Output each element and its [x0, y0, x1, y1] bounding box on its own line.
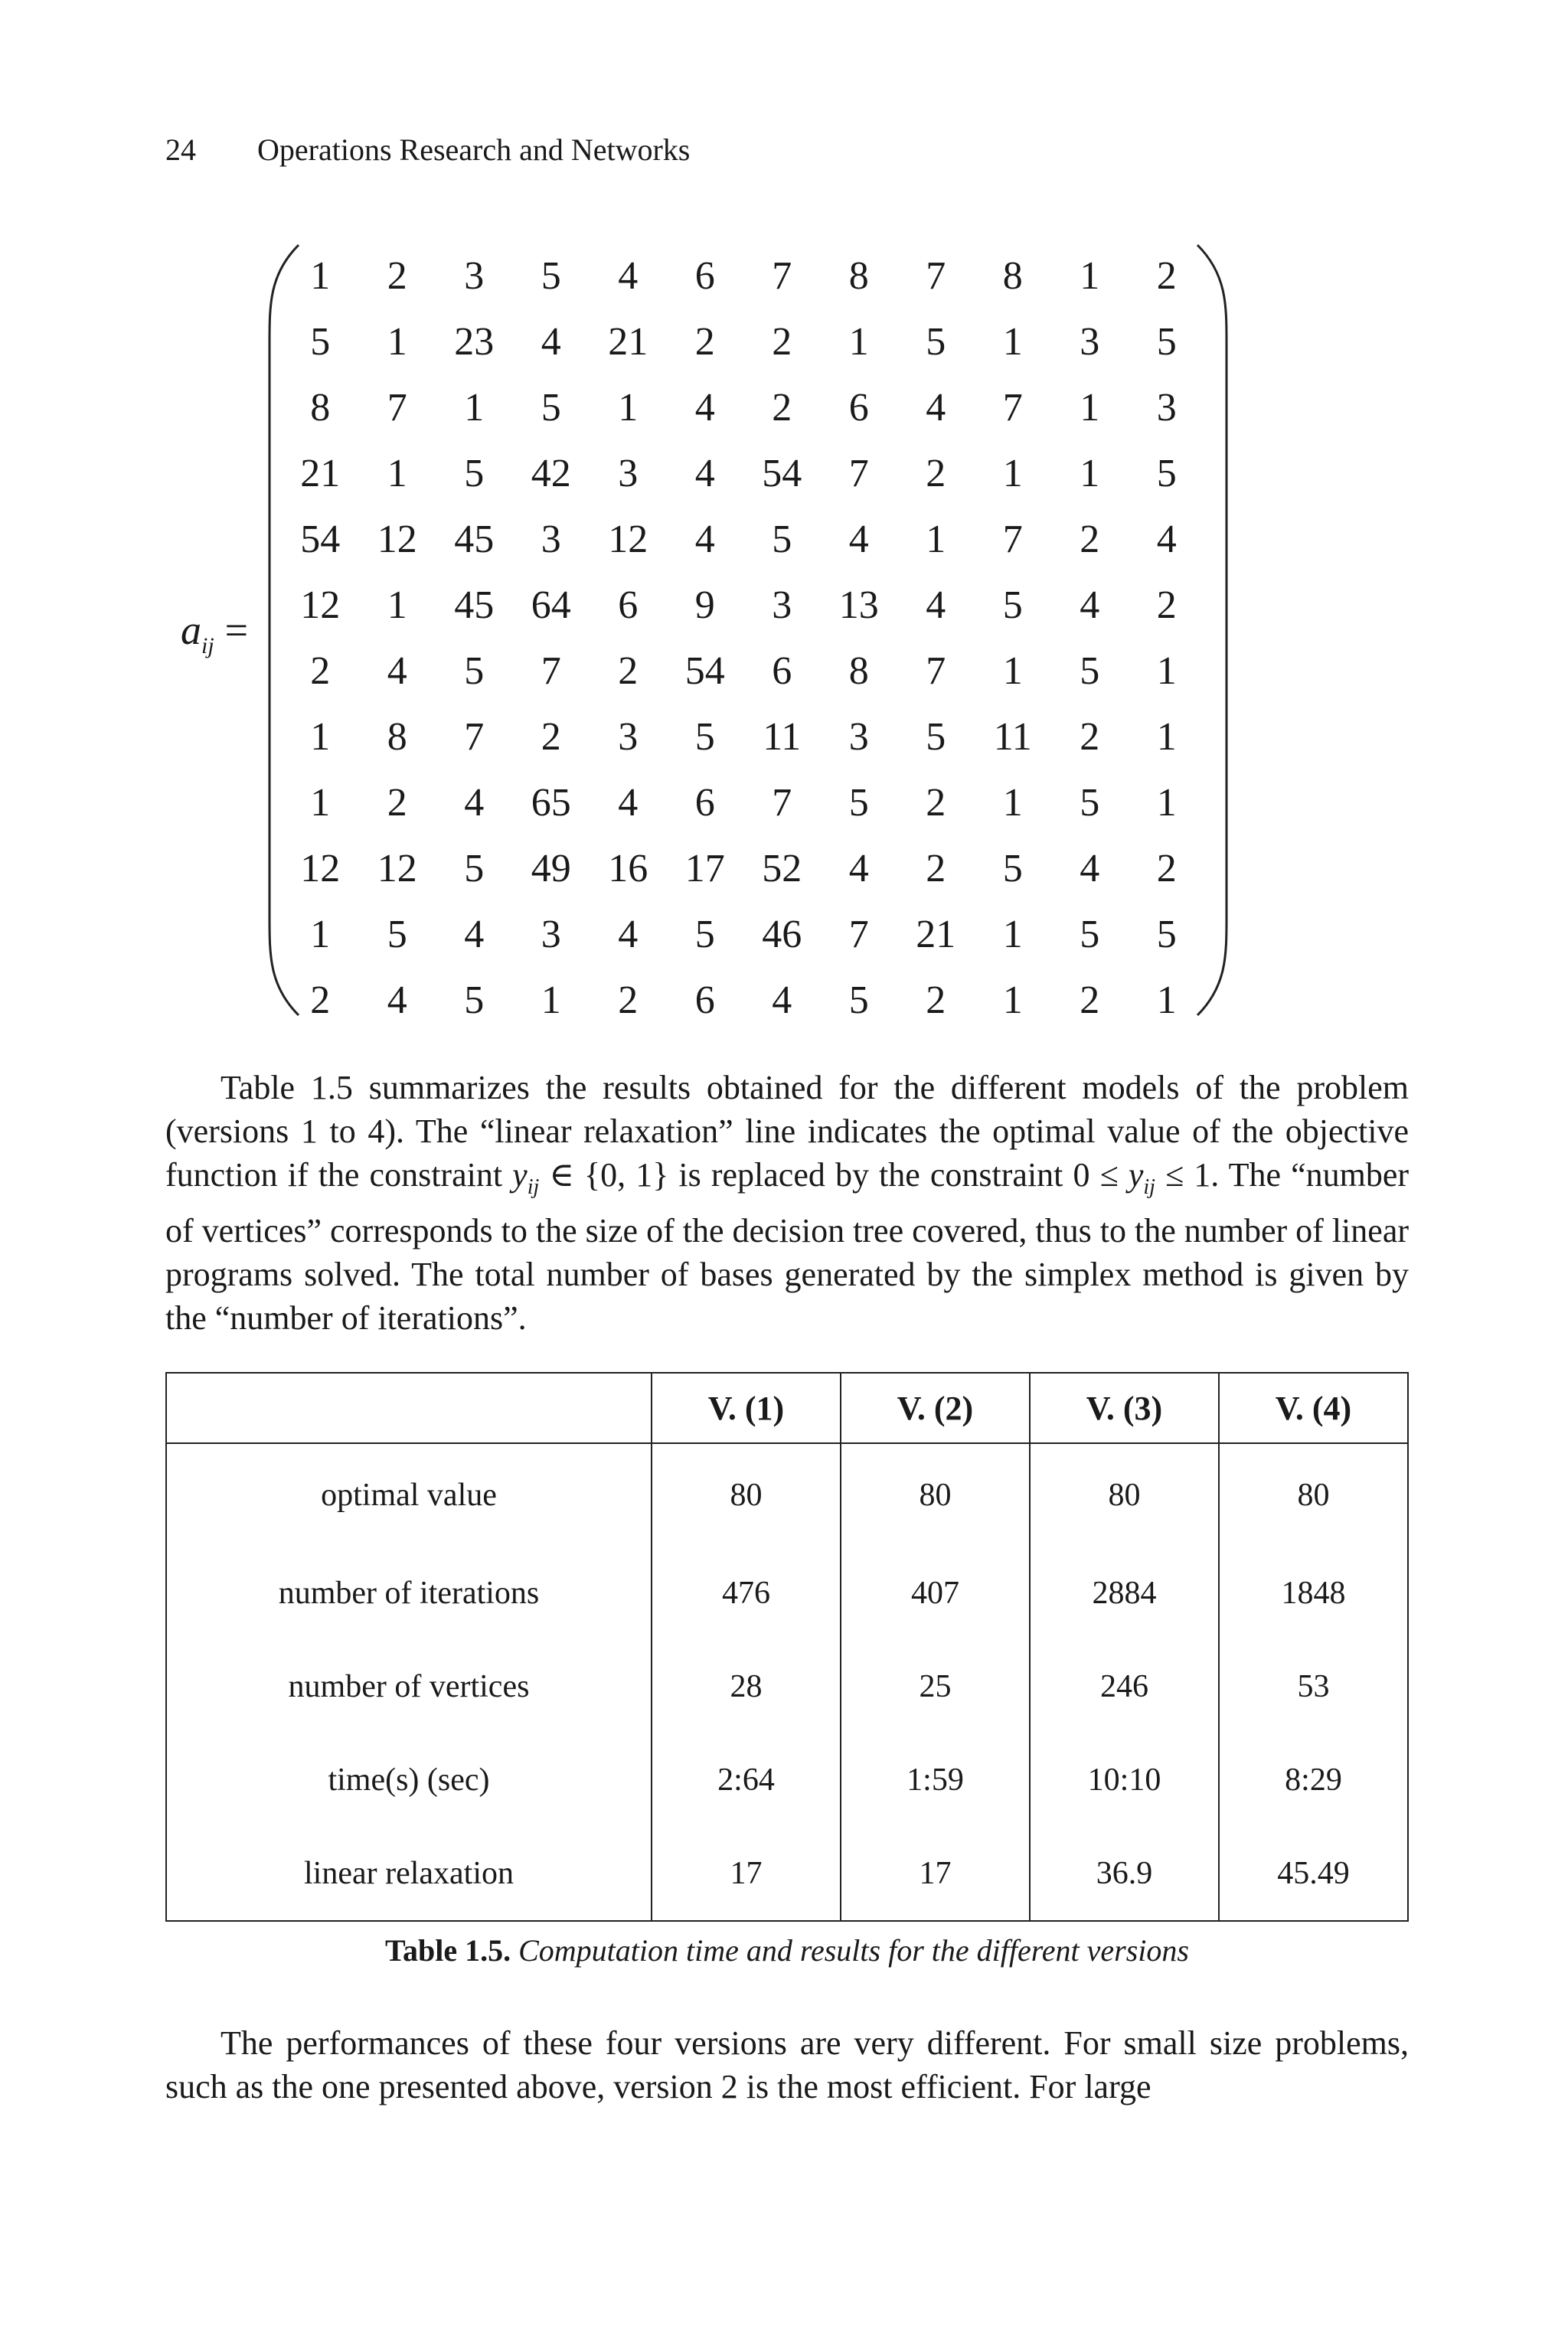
matrix-row — [282, 968, 1205, 1034]
table-cell: 28 — [652, 1640, 841, 1733]
table-cell: 45.49 — [1219, 1827, 1408, 1921]
matrix-cell: 5 — [848, 978, 869, 1022]
matrix-cell: 3 — [541, 518, 561, 561]
table-header-row — [166, 1373, 1408, 1443]
matrix-cell: 2 — [926, 847, 946, 890]
table-row — [166, 1733, 1408, 1827]
matrix-cell: 1 — [310, 781, 331, 825]
matrix-row — [282, 836, 1205, 902]
matrix-cell: 1 — [848, 320, 869, 364]
matrix-cell: 7 — [1002, 386, 1023, 430]
matrix-cell: 7 — [541, 649, 561, 693]
matrix-row — [282, 704, 1205, 770]
matrix-cell: 4 — [541, 320, 561, 364]
row-label: optimal value — [166, 1443, 652, 1547]
matrix-cell: 4 — [1156, 518, 1177, 561]
matrix-cell: 4 — [848, 518, 869, 561]
matrix-cell: 5 — [694, 913, 715, 956]
table-cell: 10:10 — [1030, 1733, 1219, 1827]
matrix-row — [282, 507, 1205, 573]
matrix-cell: 1 — [1002, 781, 1023, 825]
matrix-row — [282, 441, 1205, 507]
matrix-cell: 21 — [608, 320, 648, 364]
matrix-cell: 4 — [772, 978, 792, 1022]
matrix-cell: 3 — [618, 715, 639, 759]
matrix-cell: 1 — [1002, 913, 1023, 956]
paragraph-results-summary: Table 1.5 summarizes the results obtained for the different models of the problem (versions 1 to 4). The “linear relaxation” line indicates the optimal value of the objective function if the constraint $y_{ij}$ ∈ {0, 1} is replaced by the constraint $0 \le y_{ij} \le 1$. The “number of vertices” corresponds to the size of the decision tree covered, thus to the number of linear programs solved. The total number of bases generated by the simplex method is given by the “number of iterations”. — [165, 1069, 1410, 1337]
results-table — [165, 1372, 1409, 1922]
table-cell: 17 — [841, 1827, 1030, 1921]
matrix-cell: 4 — [618, 913, 639, 956]
matrix-cell: 11 — [993, 715, 1032, 759]
matrix-cell: 5 — [387, 913, 407, 956]
matrix-cell: 2 — [1156, 583, 1177, 627]
matrix-cell: 7 — [926, 649, 946, 693]
matrix-cell: 2 — [310, 649, 331, 693]
matrix-cell: 13 — [838, 583, 879, 627]
matrix-cell: 5 — [464, 847, 485, 890]
table-row — [166, 1827, 1408, 1921]
matrix-cell: 3 — [848, 715, 869, 759]
matrix-cell: 23 — [454, 320, 495, 364]
matrix-cell: 54 — [762, 452, 802, 495]
matrix-cell: 12 — [300, 847, 341, 890]
matrix-cell: 2 — [772, 320, 792, 364]
matrix-cell: 54 — [300, 518, 341, 561]
matrix-cell: 2 — [694, 320, 715, 364]
matrix-cell: 1 — [1080, 386, 1100, 430]
matrix-cell: 1 — [1002, 978, 1023, 1022]
matrix-cell: 4 — [464, 913, 485, 956]
matrix-row — [282, 375, 1205, 441]
matrix-cell: 5 — [464, 452, 485, 495]
header-cell-v2: V. (2) — [841, 1373, 1030, 1443]
matrix-cell: 5 — [464, 978, 485, 1022]
matrix-cell: 1 — [1156, 715, 1177, 759]
matrix-cell: 4 — [926, 583, 946, 627]
matrix-cell: 8 — [1002, 254, 1023, 298]
matrix-cell: 11 — [763, 715, 802, 759]
table-row — [166, 1443, 1408, 1547]
matrix-cell: 7 — [387, 386, 407, 430]
matrix-cell: 2 — [618, 978, 639, 1022]
matrix-cell: 5 — [772, 518, 792, 561]
matrix-cell: 6 — [848, 386, 869, 430]
paragraph-performance: The performances of these four versions are very different. For small size problems, such as the one presented above, version 2 is the most efficient. For large — [165, 2024, 1409, 2105]
matrix-cell: 4 — [618, 781, 639, 825]
matrix-cell: 4 — [694, 452, 715, 495]
matrix-cell: 2 — [541, 715, 561, 759]
book-title: Operations Research and Networks — [257, 132, 691, 167]
matrix-cell: 1 — [1156, 649, 1177, 693]
matrix-label — [181, 606, 248, 659]
matrix-cell: 7 — [848, 452, 869, 495]
matrix-cell: 3 — [1080, 320, 1100, 364]
matrix-cell: 1 — [387, 452, 407, 495]
matrix-cell: 1 — [618, 386, 639, 430]
matrix-cell: 2 — [1080, 518, 1100, 561]
table-cell: 2:64 — [652, 1733, 841, 1827]
matrix-cell: 4 — [694, 386, 715, 430]
matrix-cell: 4 — [618, 254, 639, 298]
matrix-cell: 5 — [1156, 913, 1177, 956]
matrix-cell: 1 — [387, 320, 407, 364]
matrix-cell: 5 — [926, 715, 946, 759]
table-cell: 17 — [652, 1827, 841, 1921]
caption-text: Computation time and results for the different versions — [518, 1933, 1189, 1968]
matrix-cell: 6 — [618, 583, 639, 627]
matrix-cell: 5 — [848, 781, 869, 825]
matrix-cell: 4 — [1080, 583, 1100, 627]
matrix-cell: 12 — [300, 583, 341, 627]
matrix-cell: 1 — [464, 386, 485, 430]
table-cell: 1848 — [1219, 1547, 1408, 1640]
matrix-cell: 2 — [1156, 847, 1177, 890]
matrix-cell: 6 — [772, 649, 792, 693]
matrix-cell: 2 — [772, 386, 792, 430]
matrix-row — [282, 639, 1205, 704]
table-cell: 476 — [652, 1547, 841, 1640]
matrix-subscript: ij — [201, 632, 214, 658]
matrix-cell: 3 — [464, 254, 485, 298]
matrix-cell: 2 — [926, 781, 946, 825]
coefficient-matrix — [282, 243, 1205, 1034]
matrix-cell: 12 — [608, 518, 648, 561]
matrix-cell: 1 — [1002, 320, 1023, 364]
matrix-cell: 2 — [926, 452, 946, 495]
table-cell: 53 — [1219, 1640, 1408, 1733]
matrix-cell: 54 — [684, 649, 725, 693]
page-number: 24 — [165, 132, 196, 167]
matrix-cell: 8 — [848, 649, 869, 693]
matrix-cell: 2 — [1080, 715, 1100, 759]
matrix-cell: 2 — [1080, 978, 1100, 1022]
row-label: number of iterations — [166, 1547, 652, 1640]
matrix-cell: 5 — [1080, 781, 1100, 825]
matrix-row — [282, 573, 1205, 639]
matrix-cell: 21 — [300, 452, 341, 495]
matrix-cell: 4 — [387, 978, 407, 1022]
matrix-cell: 7 — [926, 254, 946, 298]
table-cell: 80 — [1030, 1443, 1219, 1547]
table-cell: 1:59 — [841, 1733, 1030, 1827]
matrix-row — [282, 770, 1205, 836]
equals-sign: = — [224, 607, 249, 653]
matrix-cell: 8 — [310, 386, 331, 430]
matrix-cell: 42 — [531, 452, 571, 495]
table-row — [166, 1547, 1408, 1640]
table-cell: 8:29 — [1219, 1733, 1408, 1827]
variable-y: y — [1128, 1156, 1144, 1194]
matrix-cell: 7 — [1002, 518, 1023, 561]
matrix-cell: 1 — [1002, 649, 1023, 693]
matrix-cell: 12 — [377, 847, 417, 890]
matrix-cell: 4 — [1080, 847, 1100, 890]
matrix-cell: 3 — [618, 452, 639, 495]
matrix-cell: 7 — [772, 781, 792, 825]
matrix-cell: 3 — [772, 583, 792, 627]
table-cell: 407 — [841, 1547, 1030, 1640]
row-label: time(s) (sec) — [166, 1733, 652, 1827]
matrix-cell: 5 — [1002, 583, 1023, 627]
matrix-cell: 4 — [848, 847, 869, 890]
table-cell: 80 — [652, 1443, 841, 1547]
matrix-cell: 6 — [694, 781, 715, 825]
matrix-cell: 5 — [310, 320, 331, 364]
header-cell-empty — [166, 1373, 652, 1443]
matrix-cell: 1 — [541, 978, 561, 1022]
matrix-cell: 2 — [618, 649, 639, 693]
matrix-cell: 12 — [377, 518, 417, 561]
matrix-cell: 5 — [1156, 320, 1177, 364]
matrix-cell: 1 — [387, 583, 407, 627]
variable-y: y — [512, 1156, 528, 1194]
matrix-cell: 6 — [694, 254, 715, 298]
matrix-cell: 5 — [1080, 649, 1100, 693]
matrix-cell: 5 — [464, 649, 485, 693]
table-cell: 80 — [1219, 1443, 1408, 1547]
matrix-cell: 1 — [1156, 978, 1177, 1022]
matrix-cell: 7 — [464, 715, 485, 759]
matrix-cell: 4 — [464, 781, 485, 825]
matrix-cell: 2 — [310, 978, 331, 1022]
matrix-cell: 9 — [694, 583, 715, 627]
table-caption — [165, 1932, 1409, 1968]
matrix-cell: 3 — [541, 913, 561, 956]
running-header — [165, 132, 690, 168]
table-cell: 246 — [1030, 1640, 1219, 1733]
matrix-cell: 4 — [694, 518, 715, 561]
matrix-cell: 5 — [541, 254, 561, 298]
matrix-cell: 1 — [310, 254, 331, 298]
matrix-cell: 1 — [1002, 452, 1023, 495]
matrix-cell: 8 — [848, 254, 869, 298]
matrix-cell: 4 — [387, 649, 407, 693]
matrix-cell: 46 — [762, 913, 802, 956]
matrix-cell: 1 — [1080, 254, 1100, 298]
matrix-symbol: a — [181, 607, 201, 653]
matrix-cell: 5 — [1080, 913, 1100, 956]
row-label: linear relaxation — [166, 1827, 652, 1921]
table-cell: 2884 — [1030, 1547, 1219, 1640]
matrix-cell: 16 — [608, 847, 648, 890]
matrix-cell: 45 — [454, 518, 495, 561]
matrix-row — [282, 902, 1205, 968]
matrix-cell: 5 — [926, 320, 946, 364]
header-cell-v4: V. (4) — [1219, 1373, 1408, 1443]
matrix-cell: 2 — [1156, 254, 1177, 298]
matrix-cell: 1 — [926, 518, 946, 561]
matrix-cell: 5 — [1156, 452, 1177, 495]
matrix-row — [282, 243, 1205, 309]
matrix-cell: 2 — [387, 781, 407, 825]
header-cell-v3: V. (3) — [1030, 1373, 1219, 1443]
matrix-row — [282, 309, 1205, 375]
table-cell: 80 — [841, 1443, 1030, 1547]
matrix-cell: 17 — [684, 847, 725, 890]
row-label: number of vertices — [166, 1640, 652, 1733]
matrix-cell: 1 — [310, 913, 331, 956]
matrix-cell: 7 — [848, 913, 869, 956]
matrix-cell: 1 — [1080, 452, 1100, 495]
matrix-cell: 2 — [926, 978, 946, 1022]
matrix-cell: 21 — [916, 913, 956, 956]
matrix-cell: 45 — [454, 583, 495, 627]
matrix-cell: 65 — [531, 781, 571, 825]
caption-label: Table 1.5. — [384, 1933, 511, 1968]
matrix-cell: 52 — [762, 847, 802, 890]
table-cell: 25 — [841, 1640, 1030, 1733]
matrix-cell: 5 — [541, 386, 561, 430]
table-cell: 36.9 — [1030, 1827, 1219, 1921]
matrix-cell: 64 — [531, 583, 571, 627]
matrix-cell: 5 — [1002, 847, 1023, 890]
matrix-cell: 3 — [1156, 386, 1177, 430]
matrix-cell: 1 — [310, 715, 331, 759]
matrix-cell: 1 — [1156, 781, 1177, 825]
matrix-cell: 2 — [387, 254, 407, 298]
matrix-cell: 5 — [694, 715, 715, 759]
table-row — [166, 1640, 1408, 1733]
header-cell-v1: V. (1) — [652, 1373, 841, 1443]
matrix-cell: 7 — [772, 254, 792, 298]
matrix-cell: 6 — [694, 978, 715, 1022]
matrix-cell: 8 — [387, 715, 407, 759]
matrix-cell: 4 — [926, 386, 946, 430]
matrix-cell: 49 — [531, 847, 571, 890]
